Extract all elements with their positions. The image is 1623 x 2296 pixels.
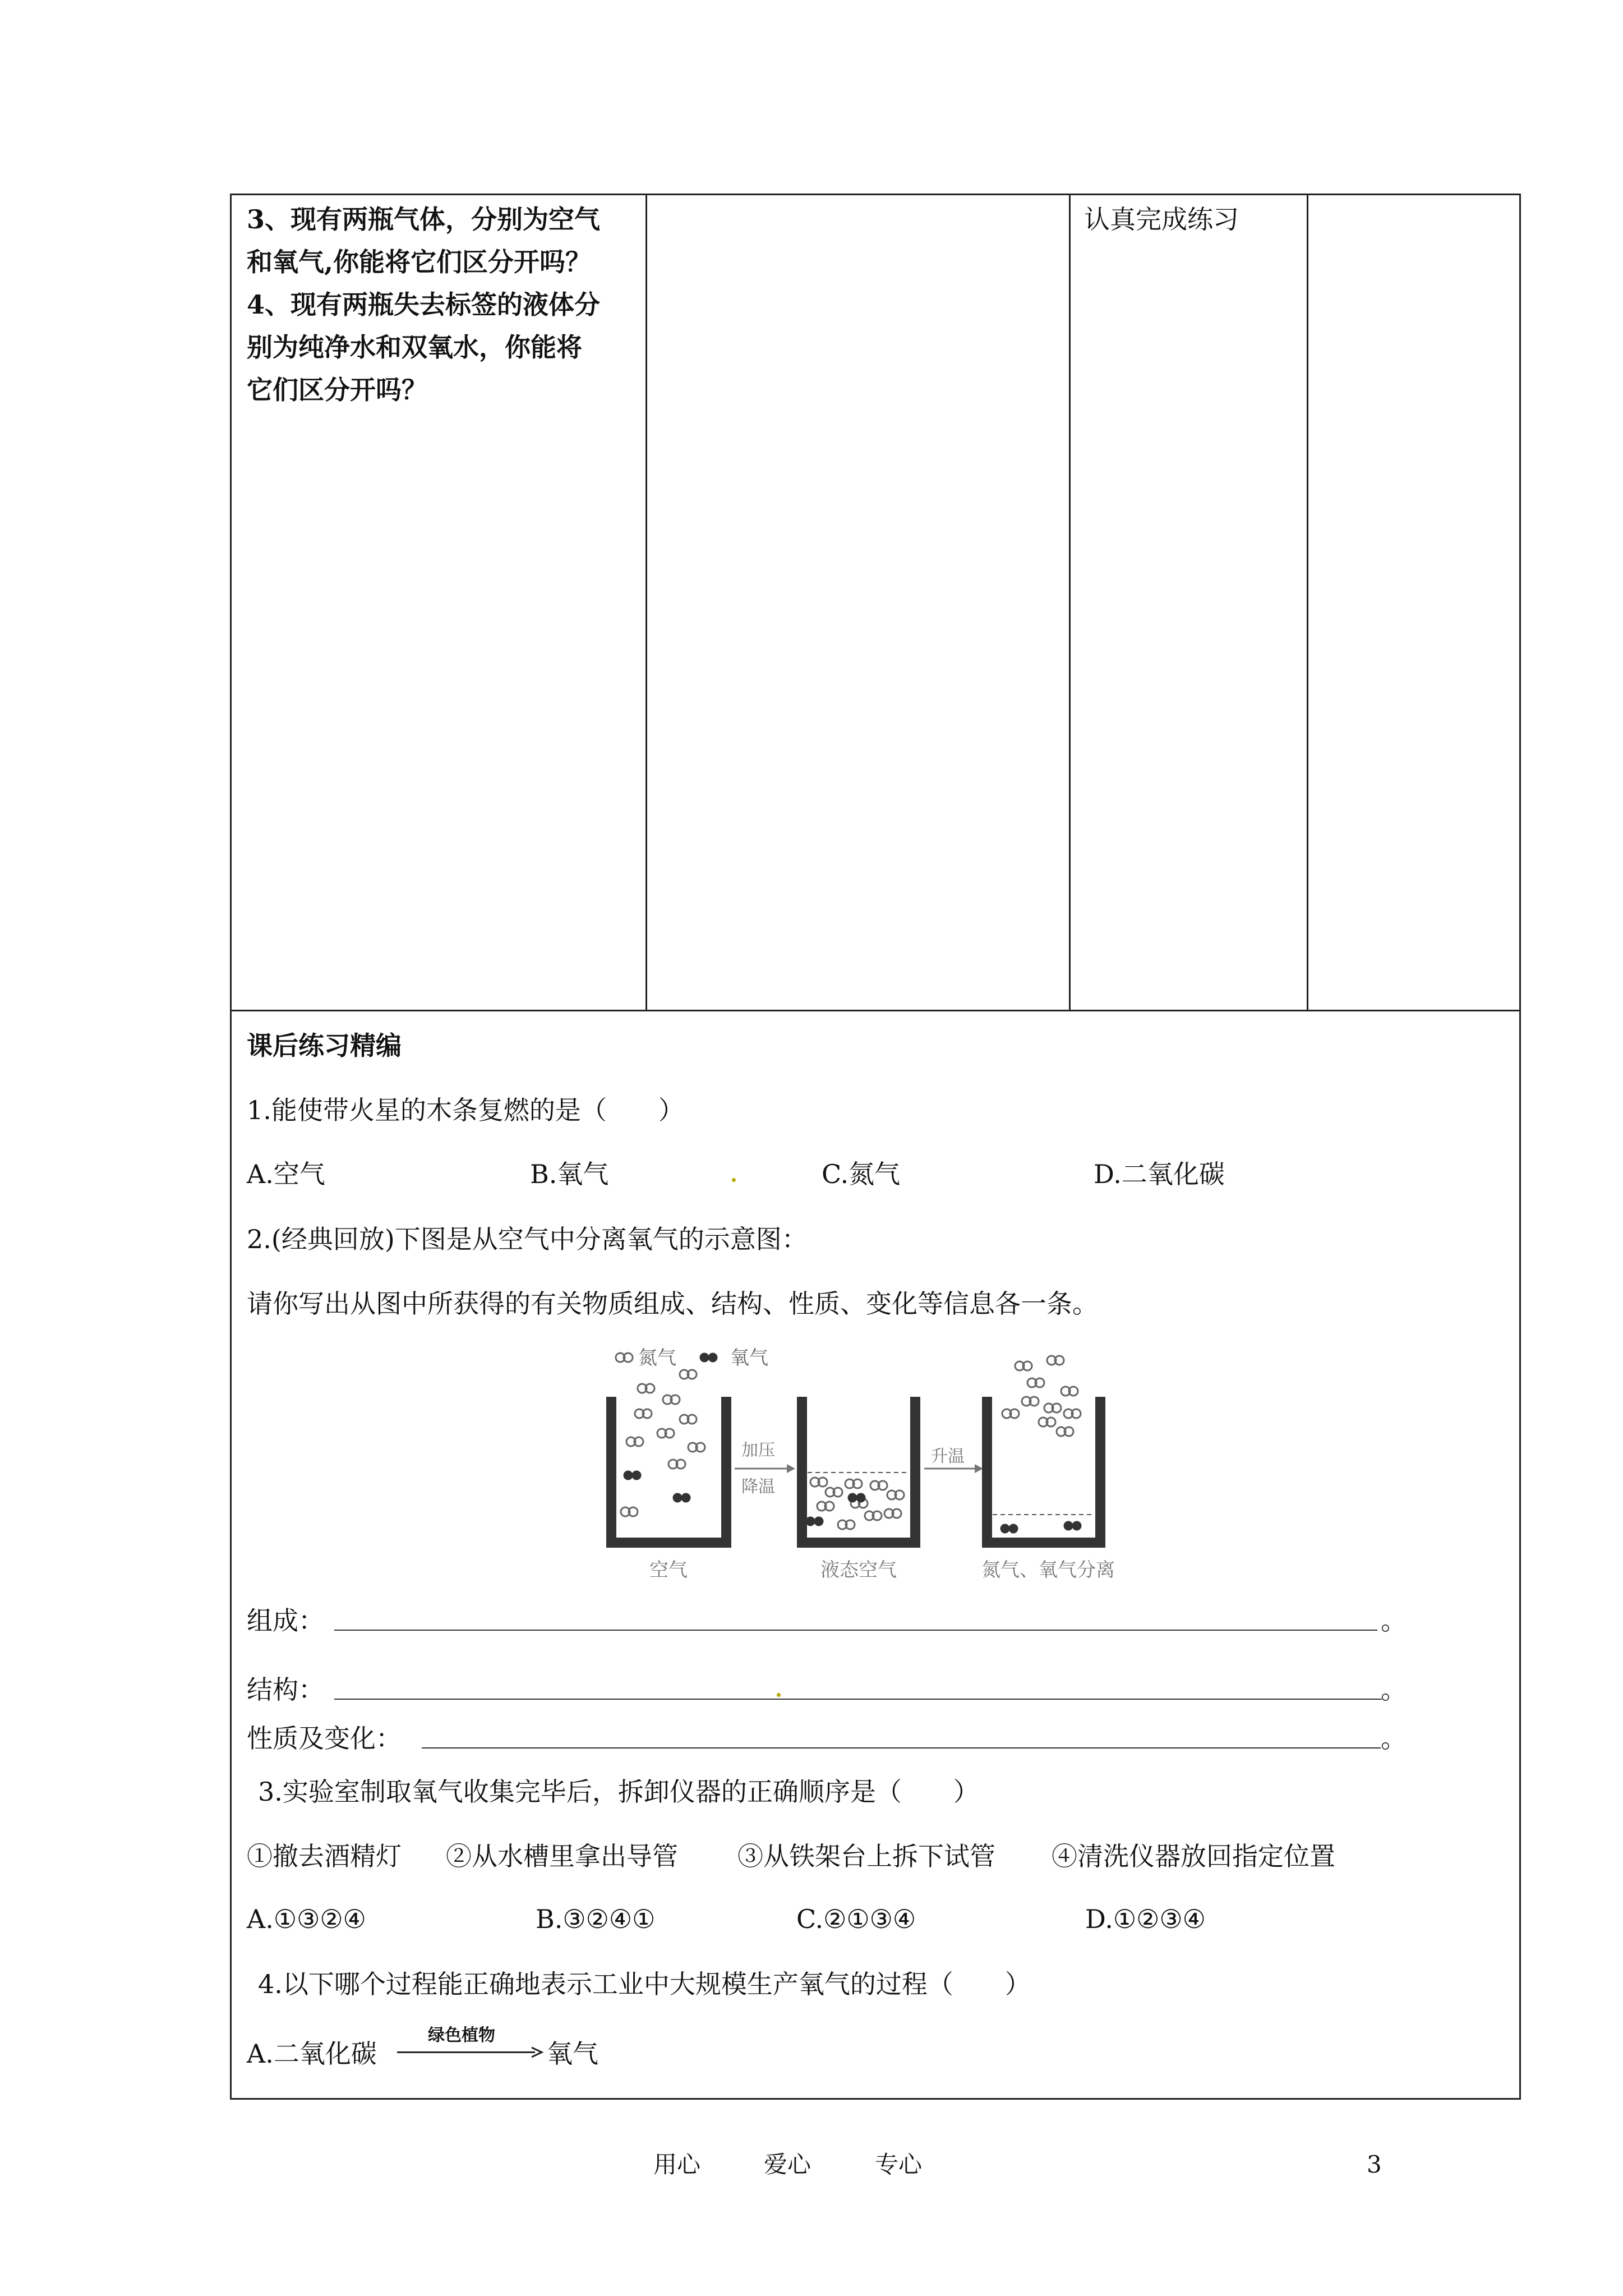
q1-option-b: B.氧气 xyxy=(530,1159,609,1189)
footer-motto-3: 专心 xyxy=(875,2151,923,2178)
q3-option-c: C.②①③④ xyxy=(796,1904,916,1934)
q4-stem: 4.以下哪个过程能正确地表示工业中大规模生产氧气的过程（ ） xyxy=(258,1969,1031,1999)
question-line: 它们区分开吗？ xyxy=(247,375,427,405)
blank-label-property: 性质及变化： xyxy=(247,1723,402,1754)
q3-step-4: ④清洗仪器放回指定位置 xyxy=(1052,1841,1335,1871)
air-separation-figure xyxy=(600,1335,1150,1582)
blank-end-composition: 。 xyxy=(1381,1605,1407,1636)
q3-stem: 3.实验室制取氧气收集完毕后，拆卸仪器的正确顺序是（ ） xyxy=(258,1777,979,1807)
q3-step-3: ③从铁架台上拆下试管 xyxy=(737,1841,995,1871)
arrow1-label-bottom: 降温 xyxy=(741,1477,775,1497)
arrow1-label-top: 加压 xyxy=(741,1441,775,1460)
q3-option-a: A.①③②④ xyxy=(247,1904,366,1934)
activity-text: 认真完成练习 xyxy=(1084,204,1239,234)
container-air xyxy=(611,1370,726,1543)
arrow-warm xyxy=(924,1447,983,1473)
footer-motto-2: 爱心 xyxy=(764,2151,811,2178)
question-line: 4、现有两瓶失去标签的液体分 xyxy=(247,289,601,320)
q3-step-2: ②从水槽里拿出导管 xyxy=(446,1841,678,1871)
blank-end-property: 。 xyxy=(1381,1723,1407,1754)
stray-dot xyxy=(777,1693,781,1697)
answer-line-structure[interactable] xyxy=(334,1699,1382,1700)
stray-dot xyxy=(732,1178,736,1182)
q2-stem: 2.(经典回放)下图是从空气中分离氧气的示意图： xyxy=(247,1224,808,1254)
q3-step-1: ①撤去酒精灯 xyxy=(247,1841,402,1871)
caption-liquid-air: 液态空气 xyxy=(820,1559,897,1581)
question-line: 别为纯净水和双氧水，你能将 xyxy=(247,332,582,362)
q1-stem: 1.能使带火星的木条复燃的是（ ） xyxy=(247,1095,684,1125)
blank-label-composition: 组成： xyxy=(247,1605,324,1636)
oxygen-molecule-icon xyxy=(700,1353,718,1363)
reaction-arrow xyxy=(397,2026,544,2060)
figure-legend xyxy=(616,1347,768,1369)
arrow-head-icon xyxy=(531,2046,544,2058)
answer-line-composition[interactable] xyxy=(334,1630,1377,1631)
container-separated xyxy=(987,1356,1100,1543)
q4-option-a-reactant: A.二氧化碳 xyxy=(247,2039,377,2069)
section-heading: 课后练习精编 xyxy=(247,1030,402,1061)
legend-oxygen-label: 氧气 xyxy=(730,1347,768,1369)
q2-instruction: 请你写出从图中所获得的有关物质组成、结构、性质、变化等信息各一条。 xyxy=(247,1289,1098,1319)
blank-end-structure: 。 xyxy=(1381,1674,1407,1705)
q1-option-c: C.氮气 xyxy=(822,1159,901,1189)
q3-option-b: B.③②④① xyxy=(536,1904,656,1934)
q1-option-d: D.二氧化碳 xyxy=(1094,1159,1225,1189)
blank-label-structure: 结构： xyxy=(247,1674,324,1705)
caption-separated: 氮气、氧气分离 xyxy=(981,1559,1115,1581)
arrow-shaft xyxy=(397,2051,535,2053)
caption-air: 空气 xyxy=(649,1559,688,1581)
page-number: 3 xyxy=(1367,2151,1382,2178)
footer-motto-1: 用心 xyxy=(653,2151,701,2178)
q4-option-a-product: 氧气 xyxy=(547,2039,598,2069)
question-line: 3、现有两瓶气体，分别为空气 xyxy=(247,204,601,234)
legend-nitrogen-label: 氮气 xyxy=(638,1347,676,1369)
nitrogen-molecule-icon xyxy=(616,1353,633,1362)
reaction-condition: 绿色植物 xyxy=(428,2026,495,2045)
arrow-pressurize-cool xyxy=(735,1441,795,1497)
q1-option-a: A.空气 xyxy=(247,1159,325,1189)
answer-line-property[interactable] xyxy=(422,1747,1381,1749)
arrow2-label: 升温 xyxy=(931,1447,965,1466)
q3-option-d: D.①②③④ xyxy=(1085,1904,1206,1934)
container-liquid-air xyxy=(802,1397,915,1543)
question-line: 和氧气,你能将它们区分开吗？ xyxy=(247,247,592,277)
